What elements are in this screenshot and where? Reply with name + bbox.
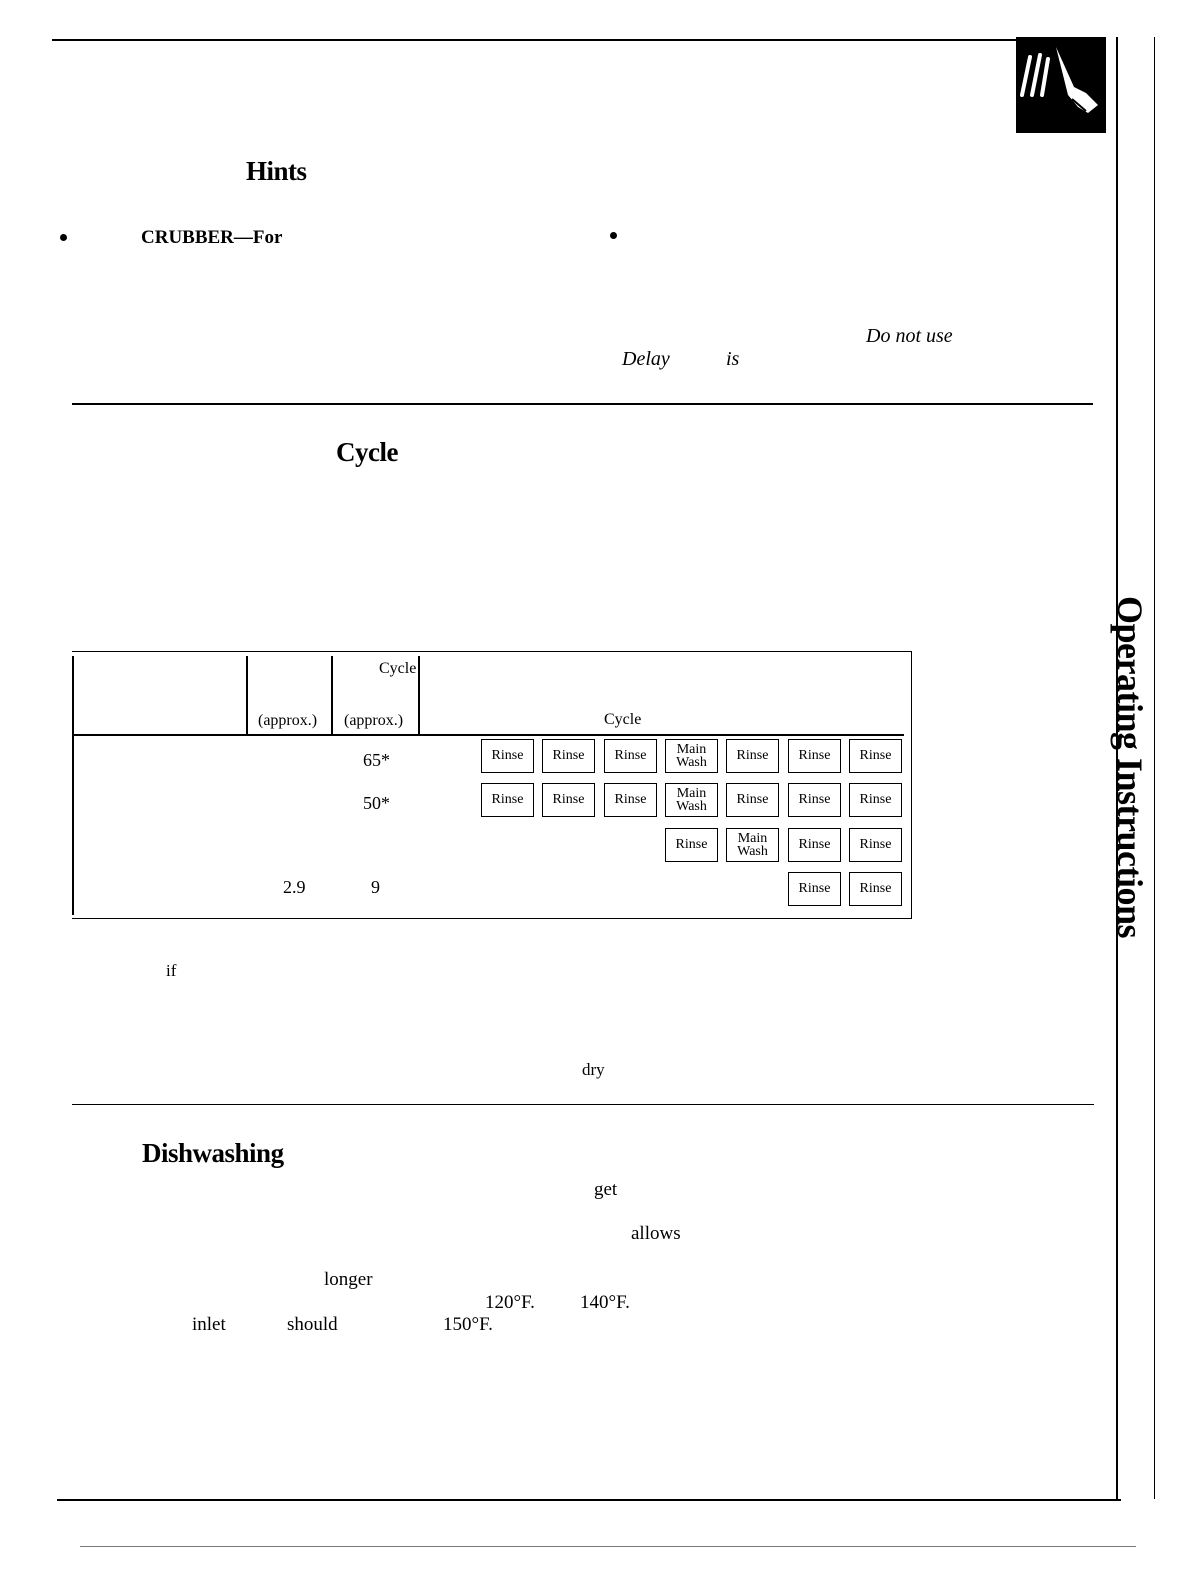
- dry-text: dry: [582, 1060, 605, 1079]
- table-column-rule-3: [418, 656, 420, 734]
- rinse-box: Rinse: [542, 783, 595, 817]
- rinse-box: Rinse: [788, 739, 841, 773]
- do-not-use-text: Do not use: [866, 325, 953, 347]
- if-text: if: [166, 961, 177, 980]
- footer-rule: [80, 1546, 1136, 1547]
- rinse-box: Rinse: [788, 783, 841, 817]
- inlet-text: inlet: [192, 1314, 226, 1335]
- cycle-heading: Cycle: [336, 437, 398, 467]
- delay-text: Delay: [622, 348, 670, 370]
- rinse-box: Rinse: [481, 739, 534, 773]
- rinse-box: Rinse: [542, 739, 595, 773]
- rinse-box: Rinse: [726, 783, 779, 817]
- row4-time: 9: [371, 877, 380, 897]
- dishwashing-heading: Dishwashing: [142, 1138, 284, 1168]
- temp-140-text: 140°F.: [580, 1292, 630, 1313]
- rinse-box: Rinse: [481, 783, 534, 817]
- rinse-box: Rinse: [849, 783, 902, 817]
- rinse-box: Rinse: [604, 783, 657, 817]
- main-wash-box: Main Wash: [665, 739, 718, 773]
- side-tab: [1016, 37, 1106, 133]
- header-cycle: Cycle: [379, 660, 417, 677]
- rinse-box: Rinse: [788, 872, 841, 906]
- rinse-box: Rinse: [849, 872, 902, 906]
- rinse-box: Rinse: [726, 739, 779, 773]
- row4-water: 2.9: [283, 877, 306, 897]
- section-divider-1: [72, 403, 1093, 405]
- temp-120-text: 120°F.: [485, 1292, 535, 1313]
- bullet-2: [610, 232, 617, 239]
- temp-150-text: 150°F.: [443, 1314, 493, 1335]
- scrubber-text: CRUBBER—For: [141, 227, 283, 248]
- is-text: is: [726, 348, 740, 370]
- table-left-border: [72, 656, 74, 915]
- rinse-box: Rinse: [604, 739, 657, 773]
- header-approx-water: (approx.): [258, 712, 318, 729]
- right-margin-rule-outer: [1154, 37, 1155, 1499]
- bottom-rule: [57, 1499, 1121, 1501]
- side-title: Operating Instructions: [1110, 596, 1150, 939]
- hints-heading: Hints: [246, 156, 307, 186]
- header-approx-time: (approx.): [344, 712, 404, 729]
- rinse-box: Rinse: [849, 828, 902, 862]
- table-header-separator: [74, 734, 904, 736]
- section-divider-2: [72, 1104, 1094, 1105]
- get-text: get: [594, 1179, 618, 1200]
- header-sequence: Cycle: [604, 711, 642, 728]
- bullet-1: [60, 234, 67, 241]
- rinse-box: Rinse: [788, 828, 841, 862]
- main-wash-box: Main Wash: [665, 783, 718, 817]
- longer-text: longer: [324, 1269, 373, 1290]
- rinse-box: Rinse: [849, 739, 902, 773]
- hand-pressing-button-icon: [1016, 37, 1106, 133]
- table-column-rule-2: [331, 656, 333, 734]
- table-column-rule-1: [246, 656, 248, 734]
- should-text: should: [287, 1314, 338, 1335]
- rinse-box: Rinse: [665, 828, 718, 862]
- main-wash-box: Main Wash: [726, 828, 779, 862]
- row1-time: 65*: [363, 750, 390, 770]
- allows-text: allows: [631, 1223, 681, 1244]
- row2-time: 50*: [363, 793, 390, 813]
- top-rule: [52, 39, 1106, 41]
